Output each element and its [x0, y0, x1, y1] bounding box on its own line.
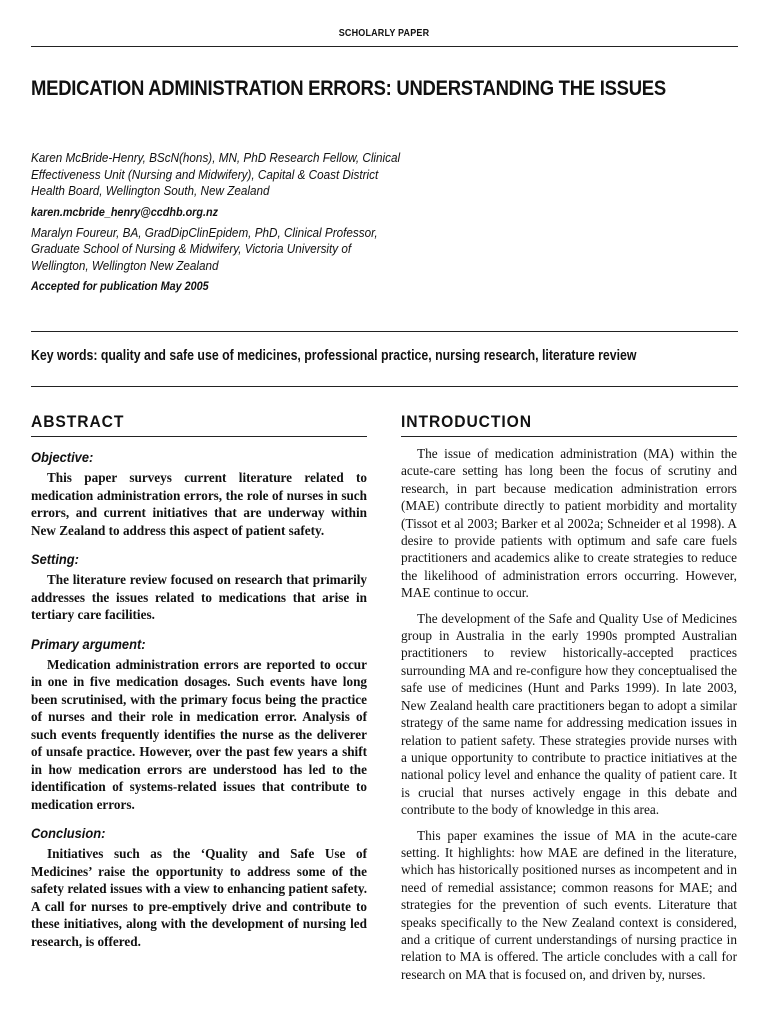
objective-label: Objective:	[31, 449, 94, 465]
author-affiliation-1: Karen McBride-Henry, BScN(hons), MN, PhD Research Fellow, Clinical Effectiveness Unit (Nursing and Midwifery), Capital & Coast District Health Board, Wellington South, New Zealand	[31, 150, 401, 198]
paper-title: MEDICATION ADMINISTRATION ERRORS: UNDERSTANDING THE ISSUES	[31, 77, 666, 100]
abstract-heading: ABSTRACT	[31, 412, 367, 437]
keywords: Key words: quality and safe use of medicines, professional practice, nursing research, literature review	[31, 348, 637, 364]
running-header: SCHOLARLY PAPER	[338, 28, 430, 39]
keywords-bottom-rule	[31, 386, 738, 387]
conclusion-label: Conclusion:	[31, 825, 106, 841]
author-email[interactable]: karen.mcbride_henry@ccdhb.org.nz	[31, 204, 218, 219]
accepted-date: Accepted for publication May 2005	[31, 279, 209, 293]
header-rule	[31, 46, 738, 47]
introduction-heading: INTRODUCTION	[401, 412, 737, 437]
abstract-column	[31, 412, 367, 950]
objective-text: This paper surveys current literature related to medication administration errors, the role of nurses in such errors, and current initiatives that are underway within New Zealand to address this aspect of patient safety.	[31, 470, 367, 538]
intro-paragraph-3: This paper examines the issue of MA in the acute-care setting. It highlights: how MAE are defined in the literature, which has historically positioned nurses as incompetent and in need of remedial assistance; common reasons for MAE; and strategies for the prevention of such events. Literature that speaks specifically to the New Zealand context is considered, and a critique of current understandings of nursing practice in relation to MA is offered. The article concludes with a call for research on MA that is focused on, and driven by, nurses.	[401, 827, 737, 982]
primary-argument-text: Medication administration errors are reported to occur in one in five medication dosages. Such events have long been scrutinised, with the primary focus being the practice of nurses and their role in medication error. Analysis of such events frequently identifies the nurse as the deliverer of unsafe practice. However, over the past few years a shift in how medication errors are understood has led to the identification of systems-related issues that contribute to medication errors.	[31, 656, 367, 812]
introduction-column	[401, 412, 737, 991]
setting-text: The literature review focused on research that primarily addresses the issues related to medications that arise in tertiary care facilities.	[31, 572, 367, 622]
conclusion-text: Initiatives such as the ‘Quality and Safe Use of Medicines’ raise the opportunity to address some of the safety related issues with a view to enhancing patient safety. A call for nurses to pre-emptively drive and contribute to these initiatives, along with the development of nursing led research, is offered.	[31, 846, 367, 949]
keywords-top-rule	[31, 331, 738, 332]
setting-label: Setting:	[31, 551, 79, 567]
intro-paragraph-2: The development of the Safe and Quality Use of Medicines group in Australia in the early 1990s prompted Australian practitioners to review historically-accepted practices surrounding MA and re-configure how they conceptualised the safe use of medicines (Hunt and Parks 1999). In late 2003, New Zealand health care practitioners began to adopt a similar strategy of the same name for addressing medication issues in relation to patient safety. These strategies provide nurses with a unique opportunity to contribute to practice initiatives at the national policy level and enhance the quality of patient care. It is crucial that nurses actively engage in this debate and contribute to the body of knowledge in this area.	[401, 610, 737, 818]
author-affiliation-2: Maralyn Foureur, BA, GradDipClinEpidem, PhD, Clinical Professor, Graduate School of Nursing & Midwifery, Victoria University of Wellington, Wellington New Zealand	[31, 224, 378, 273]
primary-argument-label: Primary argument:	[31, 635, 146, 652]
intro-paragraph-1: The issue of medication administration (MA) within the acute-care setting has long been the focus of scrutiny and research, in part because medication administration errors (MAE) contribute directly to patient morbidity and mortality (Tissot et al 2003; Barker et al 2002a; Schneider et al 1998). A desire to provide patients with optimum and safe care fuels practitioners and academics alike to create strategies to reduce the likelihood of administration errors occurring. However, MAE continue to occur.	[401, 446, 737, 601]
author-info	[31, 150, 421, 293]
